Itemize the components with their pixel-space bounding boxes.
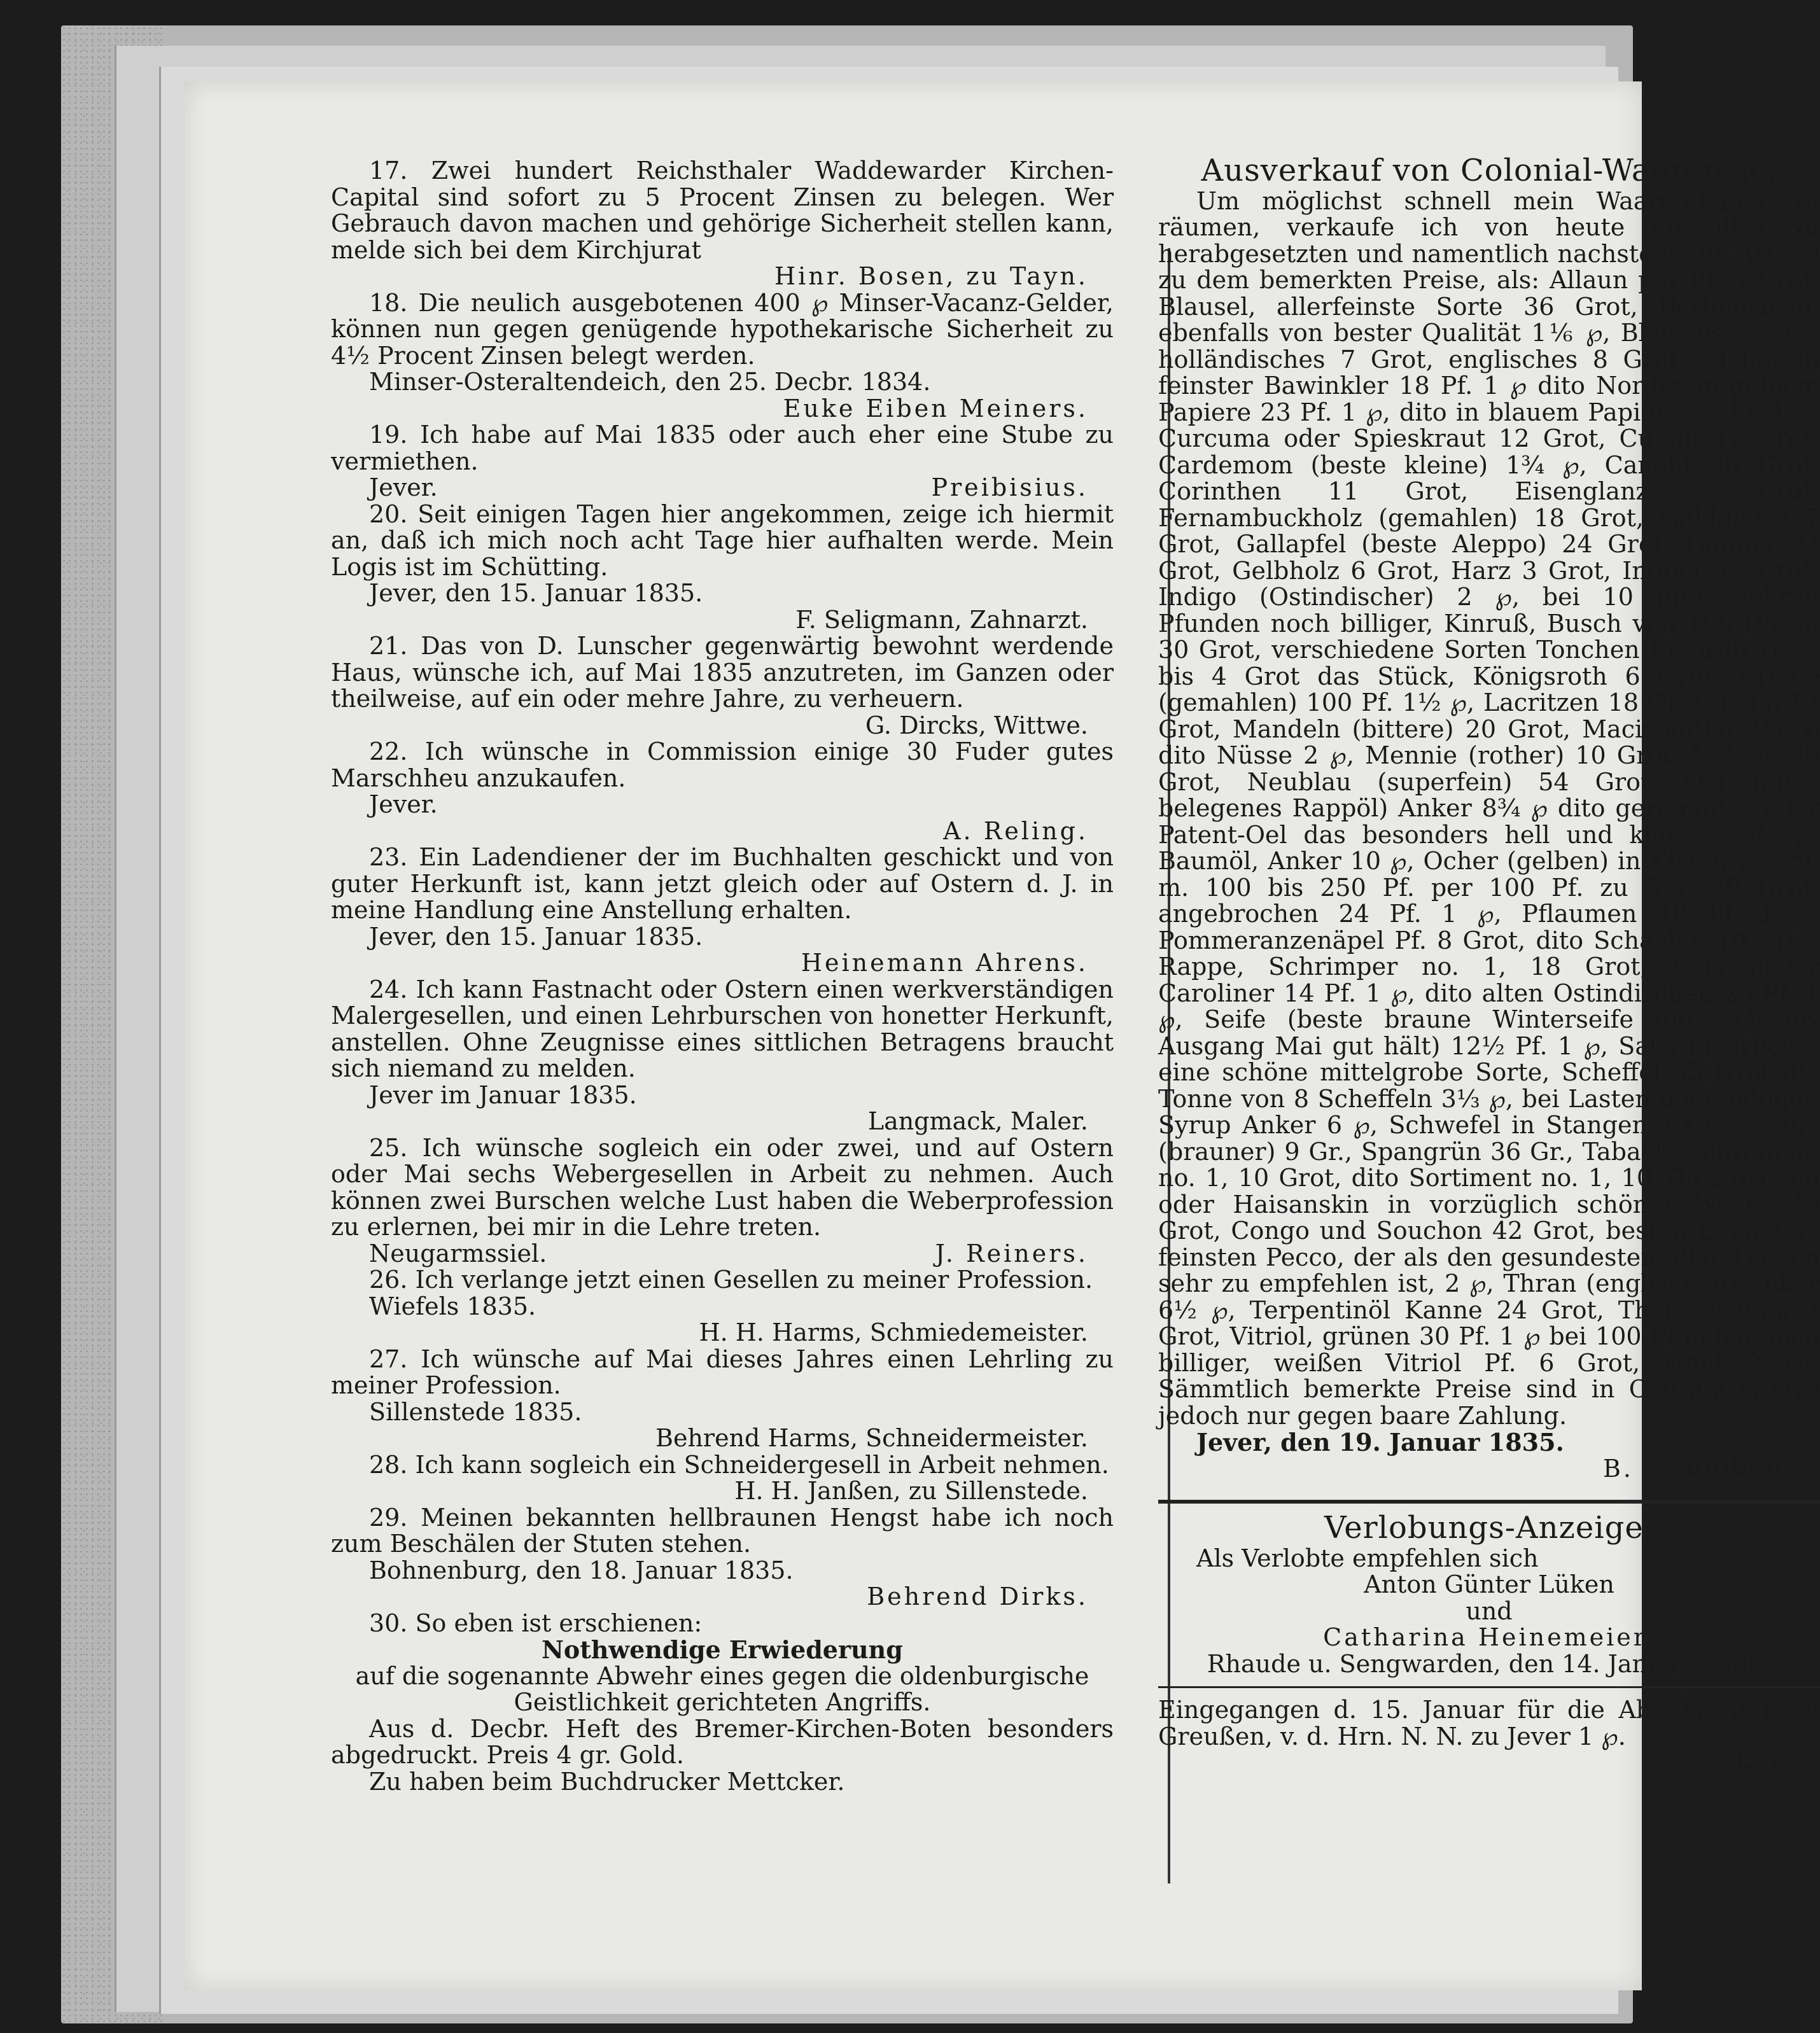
notice-text: 25. Ich wünsche sogleich ein oder zwei, und auf Ostern oder Mai sechs Webergesellen in Arbeit zu nehmen. Auch können zwei Burschen welche Lust haben die Weberprofession zu erlernen, bei mir in die Lehre treten. xyxy=(331,1133,1114,1241)
section-rule xyxy=(1158,1500,1820,1504)
notice-place: Jever, den 15. Januar 1835. xyxy=(369,922,703,951)
notice-text: 23. Ein Ladendiener der im Buchhalten geschickt und von guter Herkunft ist, kann jetzt gleich oder auf Ostern d. J. in meine Handlung eine Anstellung erhalten. xyxy=(331,843,1114,924)
notice-text: 26. Ich verlange jetzt einen Gesellen zu meiner Profession. xyxy=(369,1266,1093,1294)
notice-26 xyxy=(331,1267,1114,1346)
notice-signature: H. H. Janßen, zu Sillenstede. xyxy=(734,1477,1088,1505)
engagement-name-2: Catharina Heinemeier. xyxy=(1323,1623,1655,1651)
notice-signature: Preibisius. xyxy=(931,473,1088,501)
notice-intro: 30. So eben ist erschienen: xyxy=(369,1609,703,1637)
notice-place: Jever, den 15. Januar 1835. xyxy=(369,579,703,607)
notice-signature: Euke Eiben Meiners. xyxy=(783,394,1088,423)
publication-title: Nothwendige Erwiederung xyxy=(542,1635,903,1664)
notice-text: 22. Ich wünsche in Commission einige 30 Fuder gutes Marschheu anzukaufen. xyxy=(331,737,1114,792)
donation-text: Eingegangen d. 15. Januar für die Abgebranten zu Greußen, v. d. Hrn. N. N. zu Jever 1 ℘. xyxy=(1158,1696,1820,1750)
engagement-name-1: Anton Günter Lüken xyxy=(1364,1570,1614,1598)
notice-place: Jever im Januar 1835. xyxy=(369,1080,637,1109)
notice-30 xyxy=(331,1610,1114,1796)
notice-29 xyxy=(331,1505,1114,1610)
notice-footer xyxy=(331,475,1114,501)
sale-title: Ausverkauf von Colonial-Waaren ꝛc. xyxy=(1201,153,1777,188)
notice-signature: J. Reiners. xyxy=(935,1239,1088,1268)
notice-place: Jever. xyxy=(369,790,438,818)
left-column xyxy=(331,158,1114,1795)
notice-signature: H. H. Harms, Schmiedemeister. xyxy=(699,1318,1088,1346)
donation-notice xyxy=(1158,1697,1820,1777)
notice-28 xyxy=(331,1452,1114,1505)
notice-17 xyxy=(331,158,1114,290)
notice-place: Sillenstede 1835. xyxy=(369,1397,582,1426)
notice-22 xyxy=(331,739,1114,844)
notice-text: 17. Zwei hundert Reichsthaler Waddewarder Kirchen-Capital sind sofort zu 5 Procent Zinsen zu belegen. Wer Gebrauch davon machen und gehörige Sicherheit stellen kann, melde sich bei dem Kirchjurat xyxy=(331,157,1114,264)
notice-place: Minser-Osteraltendeich, den 25. Decbr. 1834. xyxy=(369,368,931,396)
notice-text: 24. Ich kann Fastnacht oder Ostern einen werkverständigen Malergesellen, und einen Lehrburschen von honetter Herkunft, anstellen. Ohne Zeugnisse eines sittlichen Betragens braucht sich niemand zu melden. xyxy=(331,975,1114,1082)
notice-23 xyxy=(331,844,1114,977)
notice-text: 19. Ich habe auf Mai 1835 oder auch eher eine Stube zu vermiethen. xyxy=(331,421,1114,475)
notice-text: 29. Meinen bekannten hellbraunen Hengst habe ich noch zum Beschälen der Stuten stehen. xyxy=(331,1503,1114,1558)
notice-signature: Zu haben beim Buchdrucker Mettcker. xyxy=(369,1767,845,1796)
sale-place: Jever, den 19. Januar 1835. xyxy=(1196,1428,1564,1457)
notice-21 xyxy=(331,633,1114,739)
notice-text: Aus d. Decbr. Heft des Bremer-Kirchen-Boten besonders abgedruckt. Preis 4 gr. Gold. xyxy=(331,1714,1114,1769)
engagement-intro: Als Verlobte empfehlen sich xyxy=(1196,1544,1539,1572)
publication-subtitle: auf die sogenannte Abwehr eines gegen die oldenburgische Geistlichkeit gerichteten Angriffs. xyxy=(355,1661,1089,1716)
sale-text: Um möglichst schnell mein Waaren-Lager zu räumen, verkaufe ich von heute an alles zu herabgesetzten und namentlich nachstehende Artikel zu dem bemerkten Preise, als: Allaun per Pf. 4 Grot, Blausel, allerfeinste Sorte 36 Grot, Berlinerblau, ebenfalls von bester Qualität 1⅙ ℘, Bleiweis, bestes holländisches 7 Grot, englisches 8 Grot, Cichorien feinster Bawinkler 18 Pf. 1 ℘ dito Norder in gelbem Papiere 23 Pf. 1 ℘, dito in blauem Papiere 28 Pf. 1 ℘, Curcuma oder Spieskraut 12 Grot, Cumin 12 Grot, Cardemom (beste kleine) 1¾ ℘, Canehl 36 Grot, Corinthen 11 Grot, Eisenglanz 8 Grot, Fernambuckholz (gemahlen) 18 Grot, Goldglätte 7 Grot, Gallapfel (beste Aleppo) 24 Grot, Gummi 24 Grot, Gelbholz 6 Grot, Harz 3 Grot, Ingber 12 Grot, Indigo (Ostindischer) 2 ℘, bei 10 und mehren Pfunden noch billiger, Kinruß, Busch von 100 Dosen 30 Grot, verschiedene Sorten Tonchen Kienruß zu ½ bis 4 Grot das Stück, Königsroth 6 Grot, Kreide (gemahlen) 100 Pf. 1½ ℘, Lacritzen 18 Grot, Leim 12 Grot, Mandeln (bittere) 20 Grot, Macisblüthe 2⅚ ℘ dito Nüsse 2 ℘, Mennie (rother) 10 Grot, Nelken 36 Grot, Neublau (superfein) 54 Grot, Oel (altes belegenes Rappöl) Anker 8¾ ℘ dito gereinigtes oder Patent-Oel das besonders hell und klar ist 9¾ ℘, Baumöl, Anker 10 ℘, Ocher (gelben) in Kisten von pl. m. 100 bis 250 Pf. per 100 Pf. zu 3 ℘ 30 Grot, angebrochen 24 Pf. 1 ℘, Pflaumen 18 Pf. 1 ℘, Pommeranzenäpel Pf. 8 Grot, dito Schaalen 10 Grot. Rappe, Schrimper no. 1, 18 Grot, Reis neuer Caroliner 14 Pf. 1 ℘, dito alten Ostindischen 20 Pf. 1 ℘, Seife (beste braune Winterseife die sich bis Ausgang Mai gut hält) 12½ Pf. 1 ℘, Salz, Liverpoler, eine schöne mittelgrobe Sorte, Scheffel 33 Grot die Tonne von 8 Scheffeln 3⅓ ℘, bei Lasten noch billiger, Syrup Anker 6 ℘, Schwefel in Stangen 4 Grot, Sago (brauner) 9 Gr., Spangrün 36 Gr., Taback, Schrimper, no. 1, 10 Grot, dito Sortiment no. 1, 10 Thee grünen oder Haisanskin in vorzüglich schöner Waare 48 Grot, Congo und Souchon 42 Grot, besten Urim 1 ℘, feinsten Pecco, der als den gesundesten aller Theeen sehr zu empfehlen ist, 2 ℘, Thran (englischen) Anker 6½ ℘, Terpentinöl Kanne 24 Grot, Thon, weißen 3 Grot, Vitriol, grünen 30 Pf. 1 ℘ bei 100 Pfunden noch billiger, weißen Vitriol Pf. 6 Grot, Waid 8 Gr. Sämmtlich bemerkte Preise sind in Courant-Münze jedoch nur gegen baare Zahlung. xyxy=(1158,186,1820,1430)
notice-signature: F. Seligmann, Zahnarzt. xyxy=(795,605,1088,634)
notice-place: Bohnenburg, den 18. Januar 1835. xyxy=(369,1556,794,1584)
right-column xyxy=(1158,153,1820,1777)
donation-signature: K. R. xyxy=(1735,1749,1795,1777)
notice-20 xyxy=(331,501,1114,634)
engagement-and: und xyxy=(1466,1596,1513,1625)
notice-footer xyxy=(331,1241,1114,1268)
engagement-announcement xyxy=(1158,1510,1820,1678)
notice-place: Neugarmssiel. xyxy=(369,1239,547,1268)
notice-signature: G. Dircks, Wittwe. xyxy=(865,711,1088,739)
notice-25 xyxy=(331,1135,1114,1268)
notice-text: 27. Ich wünsche auf Mai dieses Jahres einen Lehrling zu meiner Profession. xyxy=(331,1345,1114,1399)
notice-text: 21. Das von D. Lunscher gegenwärtig bewohnt werdende Haus, wünsche ich, auf Mai 1835 anzutreten, im Ganzen oder theilweise, auf ein oder mehre Jahre, zu verheuern. xyxy=(331,632,1114,713)
notice-text: 28. Ich kann sogleich ein Schneidergesell in Arbeit nehmen. xyxy=(369,1450,1109,1479)
notice-19 xyxy=(331,422,1114,501)
notice-signature: Langmack, Maler. xyxy=(867,1107,1088,1135)
notice-signature: Heinemann Ahrens. xyxy=(801,949,1088,977)
notice-24 xyxy=(331,977,1114,1135)
notice-place: Jever. xyxy=(369,473,438,501)
engagement-title: Verlobungs-Anzeige. xyxy=(1324,1510,1654,1546)
section-rule xyxy=(1158,1686,1820,1688)
notice-signature: Behrend Harms, Schneidermeister. xyxy=(655,1424,1088,1452)
notice-text: 18. Die neulich ausgebotenen 400 ℘ Minser-Vacanz-Gelder, können nun gegen genügende hypothekarische Sicherheit zu 4½ Procent Zinsen belegt werden. xyxy=(331,288,1114,370)
notice-27 xyxy=(331,1346,1114,1452)
notice-signature: A. Reling. xyxy=(943,816,1088,845)
sale-advertisement xyxy=(1158,153,1820,1483)
engagement-place: Rhaude u. Sengwarden, den 14. Januar. 1835. xyxy=(1207,1649,1772,1678)
notice-signature: Hinr. Bosen, zu Tayn. xyxy=(774,262,1088,290)
newspaper-page xyxy=(185,81,1820,1990)
notice-signature: Behrend Dirks. xyxy=(867,1582,1088,1610)
notice-place: Wiefels 1835. xyxy=(369,1292,536,1320)
notice-text: 20. Seit einigen Tagen hier angekommen, zeige ich hiermit an, daß ich mich noch acht Tage hier aufhalten werde. Mein Logis ist im Schütting. xyxy=(331,500,1114,581)
notice-18 xyxy=(331,290,1114,423)
sale-signature: B. C. Boiken. xyxy=(1603,1454,1795,1483)
